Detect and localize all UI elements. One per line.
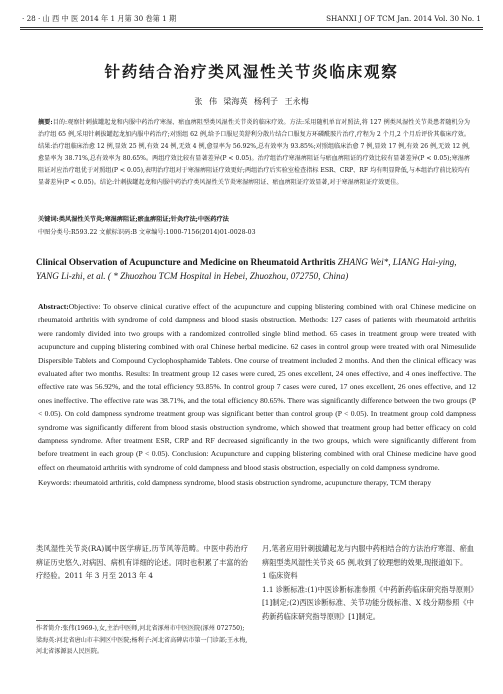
abstract-en bbox=[38, 300, 476, 490]
paper-title-cn: 针药结合治疗类风湿性关节炎临床观察 bbox=[104, 62, 399, 81]
author-footnote: 作者简介:张伟(1969-),女,主治中医师,河北省涿州市中医医院(涿州 072750);梁海英:河北省唐山市丰润区中医院;杨利子:河北省高碑店市第一门诊部;王永梅,河北省涿源县人民医院。 bbox=[36, 625, 248, 655]
keywords-en: Keywords: rheumatoid arthritis, cold dampness syndrome, blood stasis obstruction syndrome, acupuncture therapy, TCM therapy bbox=[38, 478, 432, 488]
abstract-cn-text: 目的:观察针刺拔罐起龙和内服中药治疗寒湿、瘀血痹阻型类风湿性关节炎的临床疗效。方法:采用随机单盲对照法,将 127 例类风湿性关节炎患者随机分为治疗组 65 例,采用针刺拔罐起龙加内服中药治疗;对照组 62 例,给予口服尼美舒利分散片结合口服复方环磷酰胺片治疗,疗程为 2 个月,2 个月后评价其临床疗效。结果:治疗组临床治愈 12 例,显效 25 例,有效 24 例,无效 4 例,愈显率为 56.92%,总有效率为 93.85%;对照组临床治愈 7 例,显效 17 例,有效 26 例,无效 12 例,愈显率为 38.71%,总有效率为 80.65%。两组疗效比较有显著差异(P < 0.05)。治疗组治疗寒湿痹阻证与瘀血痹阻证的疗效比较有显著差异(P < 0.05);寒湿痹阻证对应治疗组优于对照组(P < 0.05),表明治疗组对于寒湿痹阻证疗效更好;两组治疗后实验室检查指标 ESR、CRP、RF 均有明显降低,与本组治疗前比较均有显著差异(P < 0.05)。结论:针刺拔罐起龙和内服中药治疗类风湿性关节炎寒湿痹阻证、瘀血痹阻证疗效显著,对于寒湿痹阻证疗效更佳。 bbox=[38, 119, 470, 186]
abstract-cn bbox=[38, 117, 470, 189]
authors-cn: 张 伟 梁海英 杨利子 王永梅 bbox=[194, 97, 309, 106]
title-en-main: Clinical Observation of Acupuncture and Medicine on Rheumatoid Arthritis bbox=[36, 257, 336, 267]
footnote-rule bbox=[36, 620, 136, 621]
running-header-left: · 28 · 山 西 中 医 2014 年 1 月第 30 卷第 1 期 bbox=[22, 14, 177, 23]
paper-title-en bbox=[36, 255, 476, 283]
abstract-en-text: Objective: To observe clinical curative effect of the acupuncture and cupping blistering combined with oral Chinese medicine on rheumatoid arthritis with syndrome of cold dampness and blood stasis obstruction. Methods: 127 cases of patients with rheumatoid arthritis were randomly divided into two groups with a randomized controlled single blind method. 65 cases in treatment group were treated with acupuncture and cupping blistering combined with oral Chinese herbal medicine. 62 cases in control group were treated with oral Nimesulide Dispersible Tablets and Compound Cyclophosphamide Tablets. One course of treatment included 2 months. And then the clinical efficacy was evaluated after two months. Results: In treatment group 12 cases were cured, 25 ones excellent, 24 ones effective, and 4 ones ineffective. The effective rate was 56.92%, and the total efficiency 93.85%. In control group 7 cases were cured, 17 ones excellent, 26 ones effective, and 12 ones ineffective. The effective rate was 38.71%, and the total efficiency 80.65%. There was significantly difference between the two groups (P < 0.05). On cold dampness syndrome treatment group was significant better than control group (P < 0.05). In treatment group cold dampness syndrome was significantly different from blood stasis obstruction syndrome, which showed that treatment group had better efficacy on cold dampness syndrome. After treatment ESR, CRP and RF decreased significantly in the two groups, which were significantly different from before treatment in each group (P < 0.05). Conclusion: Acupuncture and cupping blistering combined with oral Chinese medicine have good effect on rheumatoid arthritis with syndrome of cold dampness and blood stasis obstruction, especially on cold dampness syndrome. bbox=[38, 302, 476, 472]
header-rule-thin bbox=[20, 29, 483, 30]
running-header-right: SHANXI J OF TCM Jan. 2014 Vol. 30 No. 1 bbox=[326, 14, 481, 23]
keywords-cn: 关键词:类风湿性关节炎;寒湿痹阻证;瘀血痹阻证;针灸疗法;中医药疗法 bbox=[38, 216, 229, 223]
classification-cn: 中图分类号:R593.22 文献标识码:B 文章编号:1000-7156(2014)01-0028-03 bbox=[38, 229, 256, 236]
abstract-cn-label: 摘要: bbox=[38, 119, 53, 126]
title-en-authors: ZHANG Wei*, LIANG Hai-ying, YANG Li-zhi, et al. ( * Zhuozhou TCM Hospital in Hebei, Zhuozhou, 072750, China) bbox=[36, 257, 457, 281]
header-rule bbox=[20, 27, 483, 28]
body-left-column: 类风湿性关节炎(RA)属中医学痹证,历节风等范畴。中医中药治疗痹证历史悠久,对病因、病机有详细的论述。同时也积累了丰富的治疗经验。2011 年 3 月至 2013 年 4 bbox=[36, 544, 248, 580]
abstract-en-label: Abstract: bbox=[38, 302, 69, 311]
body-right-column: 月,笔者应用针刺拔罐起龙与内服中药相结合的方法治疗寒湿、瘀血痹阻型类风湿性关节炎 65 例,收到了较理想的效果,现报道如下。 1 临床资料 1.1 诊断标准:(1)中医诊断标准参照《中药新药临床研究指导原则》[1]制定;(2)西医诊断标准、关节功能分级标准、X 线分期参照《中药新药临床研究指导原则》[1]制定。 bbox=[262, 544, 474, 621]
